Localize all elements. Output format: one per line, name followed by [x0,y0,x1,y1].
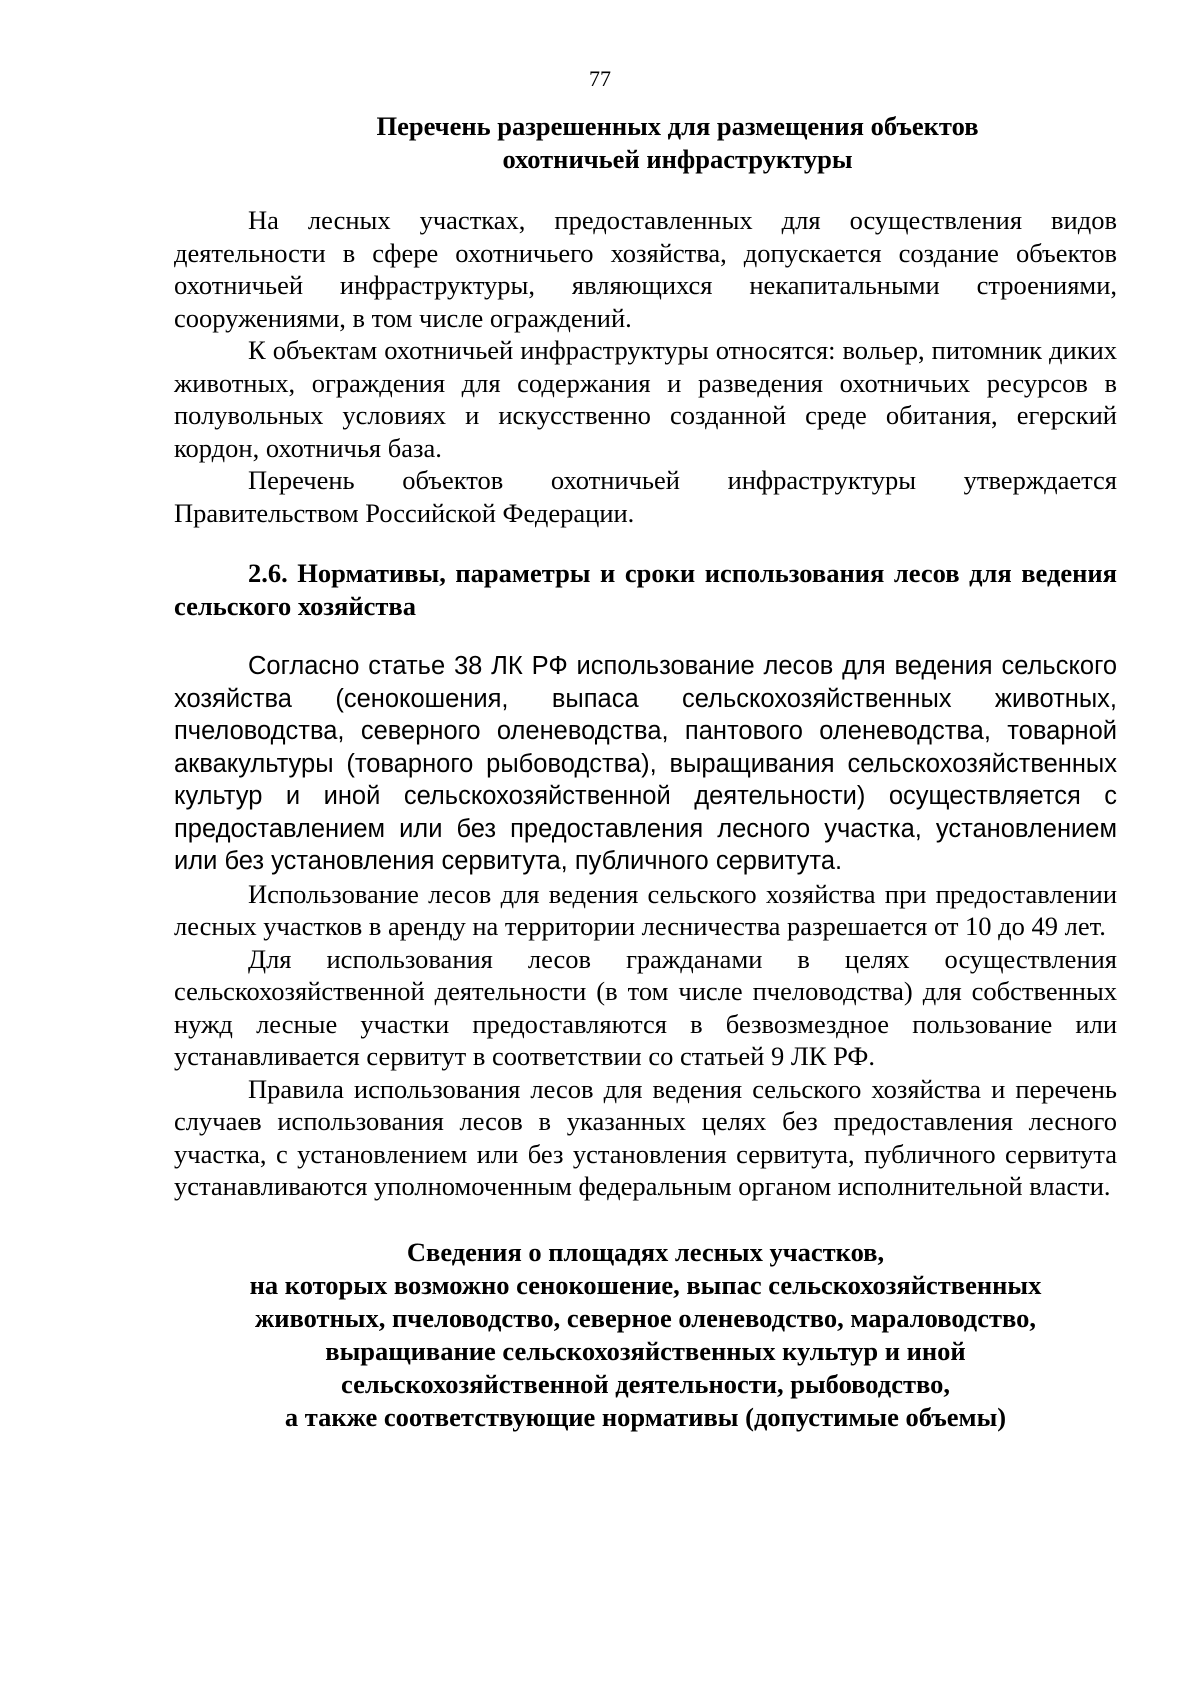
areas-heading-line: сельскохозяйственной деятельности, рыбоводство, [341,1368,950,1399]
infrastructure-paragraph: Перечень объектов охотничьей инфраструктуры утверждается Правительством Российской Федерации. [174,465,1117,528]
areas-heading-line: Сведения о площадях лесных участков, [406,1236,885,1267]
page-number: 77 [589,66,611,91]
section-heading-2-6: 2.6. Нормативы, параметры и сроки использования лесов для ведения сельского хозяйства [174,558,1117,621]
areas-heading-line: на которых возможно сенокошение, выпас сельскохозяйственных [249,1269,1042,1300]
infrastructure-heading-line: Перечень разрешенных для размещения объектов [376,111,979,141]
section-paragraph: Правила использования лесов для ведения сельского хозяйства и перечень случаев использования лесов в указанных целях без предоставления лесного участка, с установлением или без установления сервитута, публичного сервитута устанавливаются уполномоченным федеральным органом исполнительной власти. [174,1073,1117,1201]
infrastructure-paragraph: К объектам охотничьей инфраструктуры относятся: вольер, питомник диких животных, ограждения для содержания и разведения охотничьих ресурсов в полувольных условиях и искусственно созданной среде обитания, егерский кордон, охотничья база. [174,335,1117,463]
infrastructure-paragraph: На лесных участках, предоставленных для осуществления видов деятельности в сфере охотничьего хозяйства, допускается создание объектов охотничьей инфраструктуры, являющихся некапитальными строениями, сооружениями, в том числе ограждений. [174,205,1117,333]
section-paragraph: Использование лесов для ведения сельского хозяйства при предоставлении лесных участков в аренду на территории лесничества разрешается от 10 до 49 лет. [174,878,1117,941]
section-paragraph: Согласно статье 38 ЛК РФ использование лесов для ведения сельского хозяйства (сенокошения, выпаса сельскохозяйственных животных, пчеловодства, северного оленеводства, пантового оленеводства, товарной аквакультуры (товарного рыбоводства), выращивания сельскохозяйственных культур и иной сельскохозяйственной деятельности) осуществляется с предоставлением или без предоставления лесного участка, установлением или без установления сервитута, публичного сервитута. [174,652,1117,875]
infrastructure-heading-line: охотничьей инфраструктуры [502,144,853,174]
areas-heading-line: а также соответствующие нормативы (допустимые объемы) [284,1401,1007,1432]
infrastructure-heading [174,110,1117,176]
section-paragraph: Для использования лесов гражданами в целях осуществления сельскохозяйственной деятельности (в том числе пчеловодства) для собственных нужд лесные участки предоставляются в безвозмездное пользование или устанавливается сервитут в соответствии со статьей 9 ЛК РФ. [174,943,1117,1071]
areas-heading-line: выращивание сельскохозяйственных культур и иной [325,1335,966,1366]
areas-heading [174,1236,1117,1434]
document-body [174,110,1117,1434]
areas-heading-line: животных, пчеловодство, северное оленеводство, мараловодство, [254,1302,1036,1333]
